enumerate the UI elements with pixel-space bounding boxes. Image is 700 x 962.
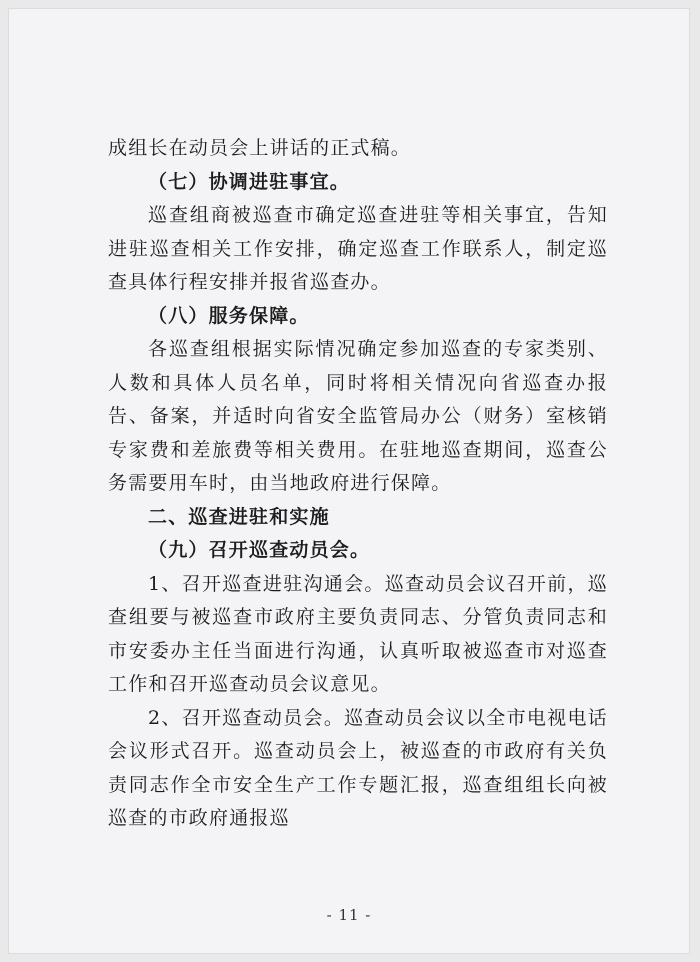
document-body: [108, 132, 608, 836]
body-paragraph: 2、召开巡查动员会。巡查动员会议以全市电视电话会议形式召开。巡查动员会上，被巡查的市政府有关负责同志作全市安全生产工作专题汇报，巡查组组长向被巡查的市政府通报巡: [108, 706, 608, 829]
body-paragraph: 成组长在动员会上讲话的正式稿。: [108, 137, 412, 159]
body-paragraph: 各巡查组根据实际情况确定参加巡查的专家类别、人数和具体人员名单，同时将相关情况向省巡查办报告、备案，并适时向省安全监管局办公（财务）室核销专家费和差旅费等相关费用。在驻地巡查期间，巡查公务需要用车时，由当地政府进行保障。: [108, 338, 608, 494]
document-page: [8, 8, 690, 954]
section-heading: （八）服务保障。: [148, 304, 310, 327]
section-heading: （七）协调进驻事宜。: [148, 170, 351, 193]
section-heading: 二、巡查进驻和实施: [148, 505, 330, 528]
body-paragraph: 1、召开巡查进驻沟通会。巡查动员会议召开前，巡查组要与被巡查市政府主要负责同志、分管负责同志和市安委办主任当面进行沟通，认真听取被巡查市对巡查工作和召开巡查动员会议意见。: [108, 572, 608, 695]
page-number: - 11 -: [326, 906, 372, 924]
body-paragraph: 巡查组商被巡查市确定巡查进驻等相关事宜，告知进驻巡查相关工作安排，确定巡查工作联系人，制定巡查具体行程安排并报省巡查办。: [108, 204, 608, 293]
section-heading: （九）召开巡查动员会。: [148, 539, 371, 561]
